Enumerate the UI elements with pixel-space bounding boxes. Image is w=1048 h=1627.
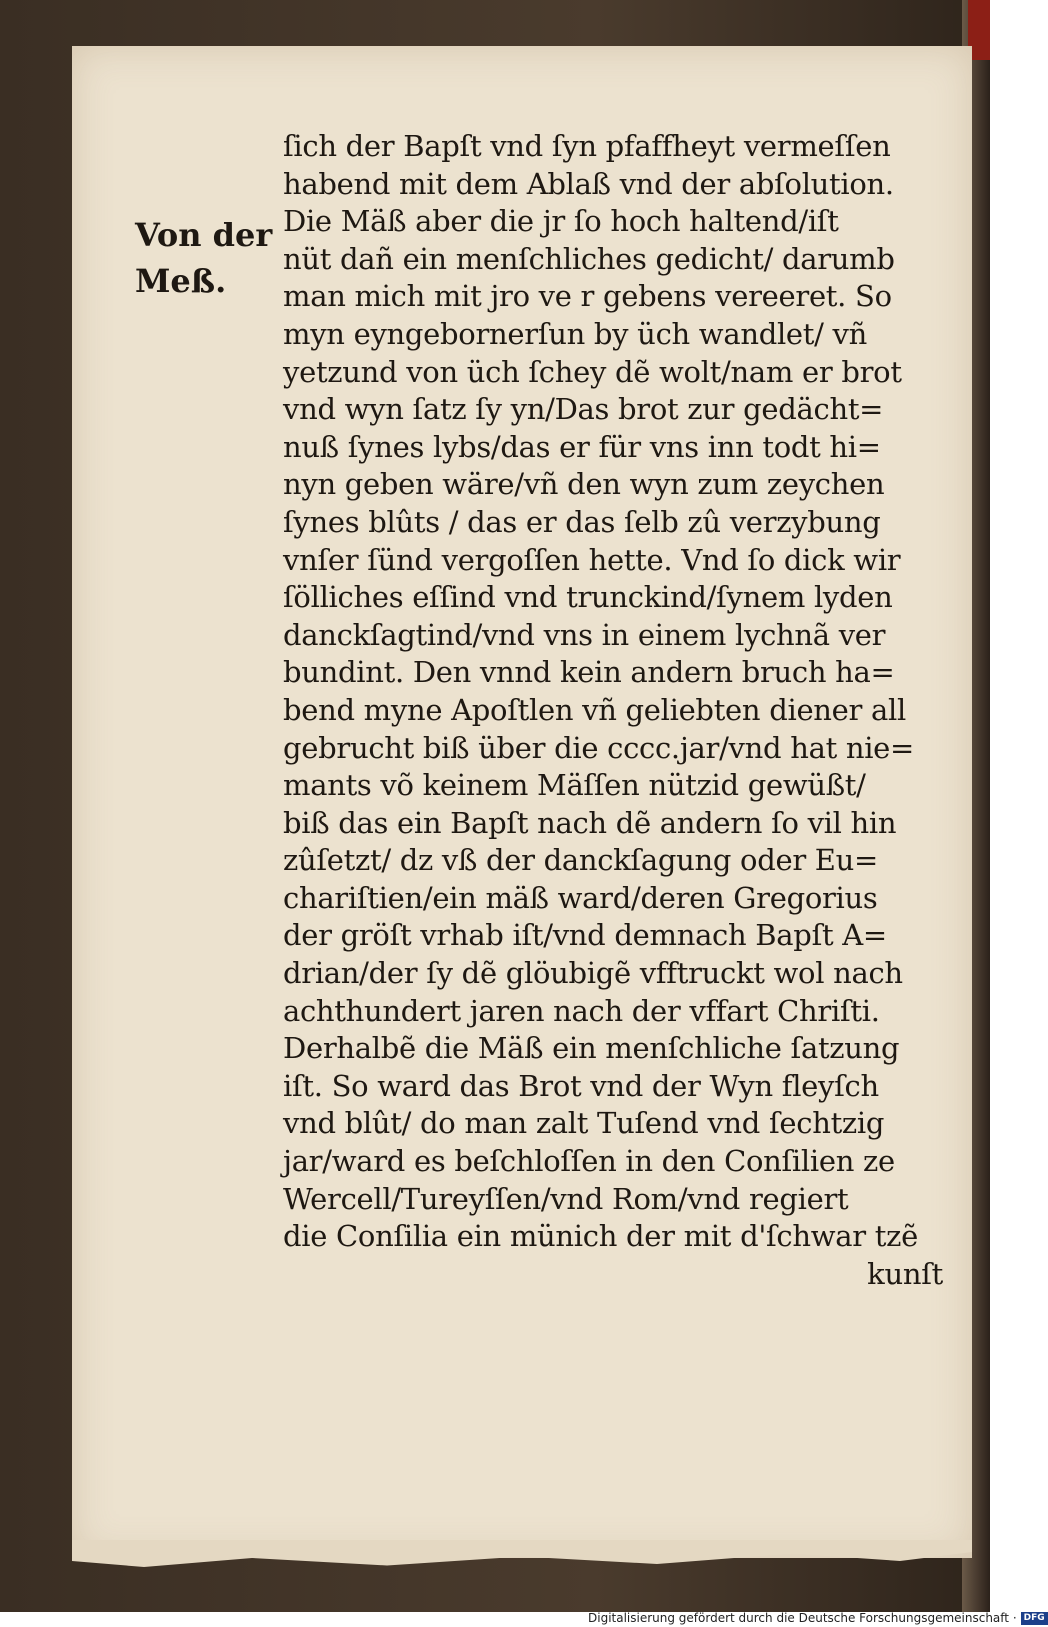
catchword: kunſt xyxy=(867,1256,943,1291)
credit-text: Digitalisierung gefördert durch die Deutsche Forschungsgemeinschaft · xyxy=(588,1611,1017,1625)
text-line: iſt. So ward das Brot vnd der Wyn fleyſch xyxy=(283,1068,879,1103)
text-line: nuß ſynes lybs/das er für vns inn todt hi= xyxy=(283,429,881,464)
text-line: biß das ein Bapſt nach dẽ andern ſo vil hin xyxy=(283,805,897,840)
text-line: die Conſilia ein münich der mit d'ſchwar tzẽ xyxy=(283,1219,918,1254)
text-line: gebrucht biß über die cccc.jar/vnd hat nie= xyxy=(283,730,915,765)
text-line: ſölliches eſſind vnd trunckind/ſynem lyden xyxy=(283,580,893,615)
text-line: nüt dañ ein menſchliches gedicht/ darumb xyxy=(283,241,895,276)
text-line: vnd wyn ſatz ſy yn/Das brot zur gedächt= xyxy=(283,392,884,427)
text-line: habend mit dem Ablaß vnd der abſolution. xyxy=(283,166,894,201)
text-line: myn eyngebornerſun by üch wandlet/ vñ xyxy=(283,316,867,351)
text-line: bundint. Den vnnd kein andern bruch ha= xyxy=(283,655,895,690)
dfg-logo: DFG xyxy=(1021,1612,1048,1625)
text-line: bend myne Apoſtlen vñ geliebten diener all xyxy=(283,692,906,727)
digitization-credit xyxy=(588,1610,1048,1627)
margin-note: Von der Meß. xyxy=(135,216,273,300)
text-line: ſynes blûts / das er das ſelb zû verzybung xyxy=(283,504,881,539)
text-line: Wercell/Tureyſſen/vnd Rom/vnd regiert xyxy=(283,1181,849,1216)
text-line: mants võ keinem Mäſſen nützid gewüßt/ xyxy=(283,768,866,803)
text-line: zûſetzt/ dz vß der danckſagung oder Eu= xyxy=(283,843,879,878)
text-line: danckſagtind/vnd vns in einem lychnã ver xyxy=(283,617,886,652)
text-line: vnd blût/ do man zalt Tuſend vnd ſechtzig xyxy=(283,1106,885,1141)
text-line: jar/ward es beſchloſſen in den Conſilien ze xyxy=(283,1144,895,1179)
text-line: nyn geben wäre/vñ den wyn zum zeychen xyxy=(283,467,885,502)
text-line: chariſtien/ein mäß ward/deren Gregorius xyxy=(283,880,878,915)
text-line: yetzund von üch ſchey dẽ wolt/nam er brot xyxy=(283,354,902,389)
text-line: Die Mäß aber die jr ſo hoch haltend/iſt xyxy=(283,204,839,239)
text-line: der gröſt vrhab iſt/vnd demnach Bapſt A= xyxy=(283,918,887,953)
text-line: drian/der ſy dẽ glöubigẽ vfftruckt wol nach xyxy=(283,956,903,991)
page-text-block xyxy=(283,128,943,1293)
text-line: man mich mit jro ve r gebens vereeret. So xyxy=(283,279,892,314)
text-line: achthundert jaren nach der vffart Chriſti. xyxy=(283,993,880,1028)
text-line: ſich der Bapſt vnd ſyn pfaffheyt vermeſſen xyxy=(283,129,891,163)
text-line: vnſer ſünd vergoſſen hette. Vnd ſo dick wir xyxy=(283,542,901,577)
text-line: Derhalbẽ die Mäß ein menſchliche ſatzung xyxy=(283,1031,900,1066)
